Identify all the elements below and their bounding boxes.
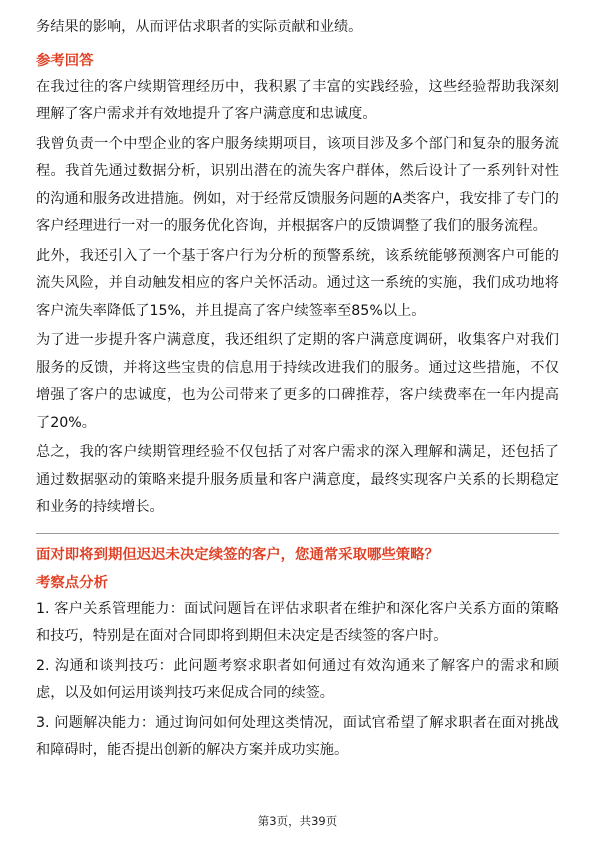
document-page [36,14,559,767]
answer-paragraph-1: 在我过往的客户续期管理经历中，我积累了丰富的实践经验，这些经验帮助我深刻理解了客户需求并有效地提升了客户满意度和忠诚度。 [36,78,559,122]
page-number-footer: 第3页，共39页 [257,814,338,828]
analysis-point-3: 3. 问题解决能力：通过询问如何处理这类情况，面试官希望了解求职者在面对挑战和障碍时，能否提出创新的解决方案并成功实施。 [36,714,559,758]
analysis-point-1: 1. 客户关系管理能力：面试问题旨在评估求职者在维护和深化客户关系方面的策略和技巧，特别是在面对合同即将到期但未决定是否续签的客户时。 [36,600,559,644]
analysis-heading: 考察点分析 [36,574,108,591]
answer-paragraph-2: 我曾负责一个中型企业的客户服务续期项目，该项目涉及多个部门和复杂的服务流程。我首先通过数据分析，识别出潜在的流失客户群体，然后设计了一系列针对性的沟通和服务改进措施。例如，对于经常反馈服务问题的A类客户，我安排了专门的客户经理进行一对一的服务优化咨询，并根据客户的反馈调整了我们的服务流程。 [36,135,559,234]
intro-tail-text: 务结果的影响，从而评估求职者的实际贡献和业绩。 [36,19,363,35]
answer-paragraph-3: 此外，我还引入了一个基于客户行为分析的预警系统，该系统能够预测客户可能的流失风险，并自动触发相应的客户关怀活动。通过这一系统的实施，我们成功地将客户流失率降低了15%，并且提高了客户续签率至85%以上。 [36,247,559,319]
section-divider [36,533,559,534]
question-title: 面对即将到期但迟迟未决定续签的客户，您通常采取哪些策略？ [36,546,439,563]
answer-paragraph-4: 为了进一步提升客户满意度，我还组织了定期的客户满意度调研，收集客户对我们服务的反馈，并将这些宝贵的信息用于持续改进我们的服务。通过这些措施，不仅增强了客户的忠诚度，也为公司带来了更多的口碑推荐，客户续费率在一年内提高了20%。 [36,332,559,431]
answer-heading: 参考回答 [36,52,94,69]
answer-paragraph-5: 总之，我的客户续期管理经验不仅包括了对客户需求的深入理解和满足，还包括了通过数据驱动的策略来提升服务质量和客户满意度，最终实现客户关系的长期稳定和业务的持续增长。 [36,444,559,515]
analysis-point-2: 2. 沟通和谈判技巧：此问题考察求职者如何通过有效沟通来了解客户的需求和顾虑，以及如何运用谈判技巧来促成合同的续签。 [36,657,559,701]
